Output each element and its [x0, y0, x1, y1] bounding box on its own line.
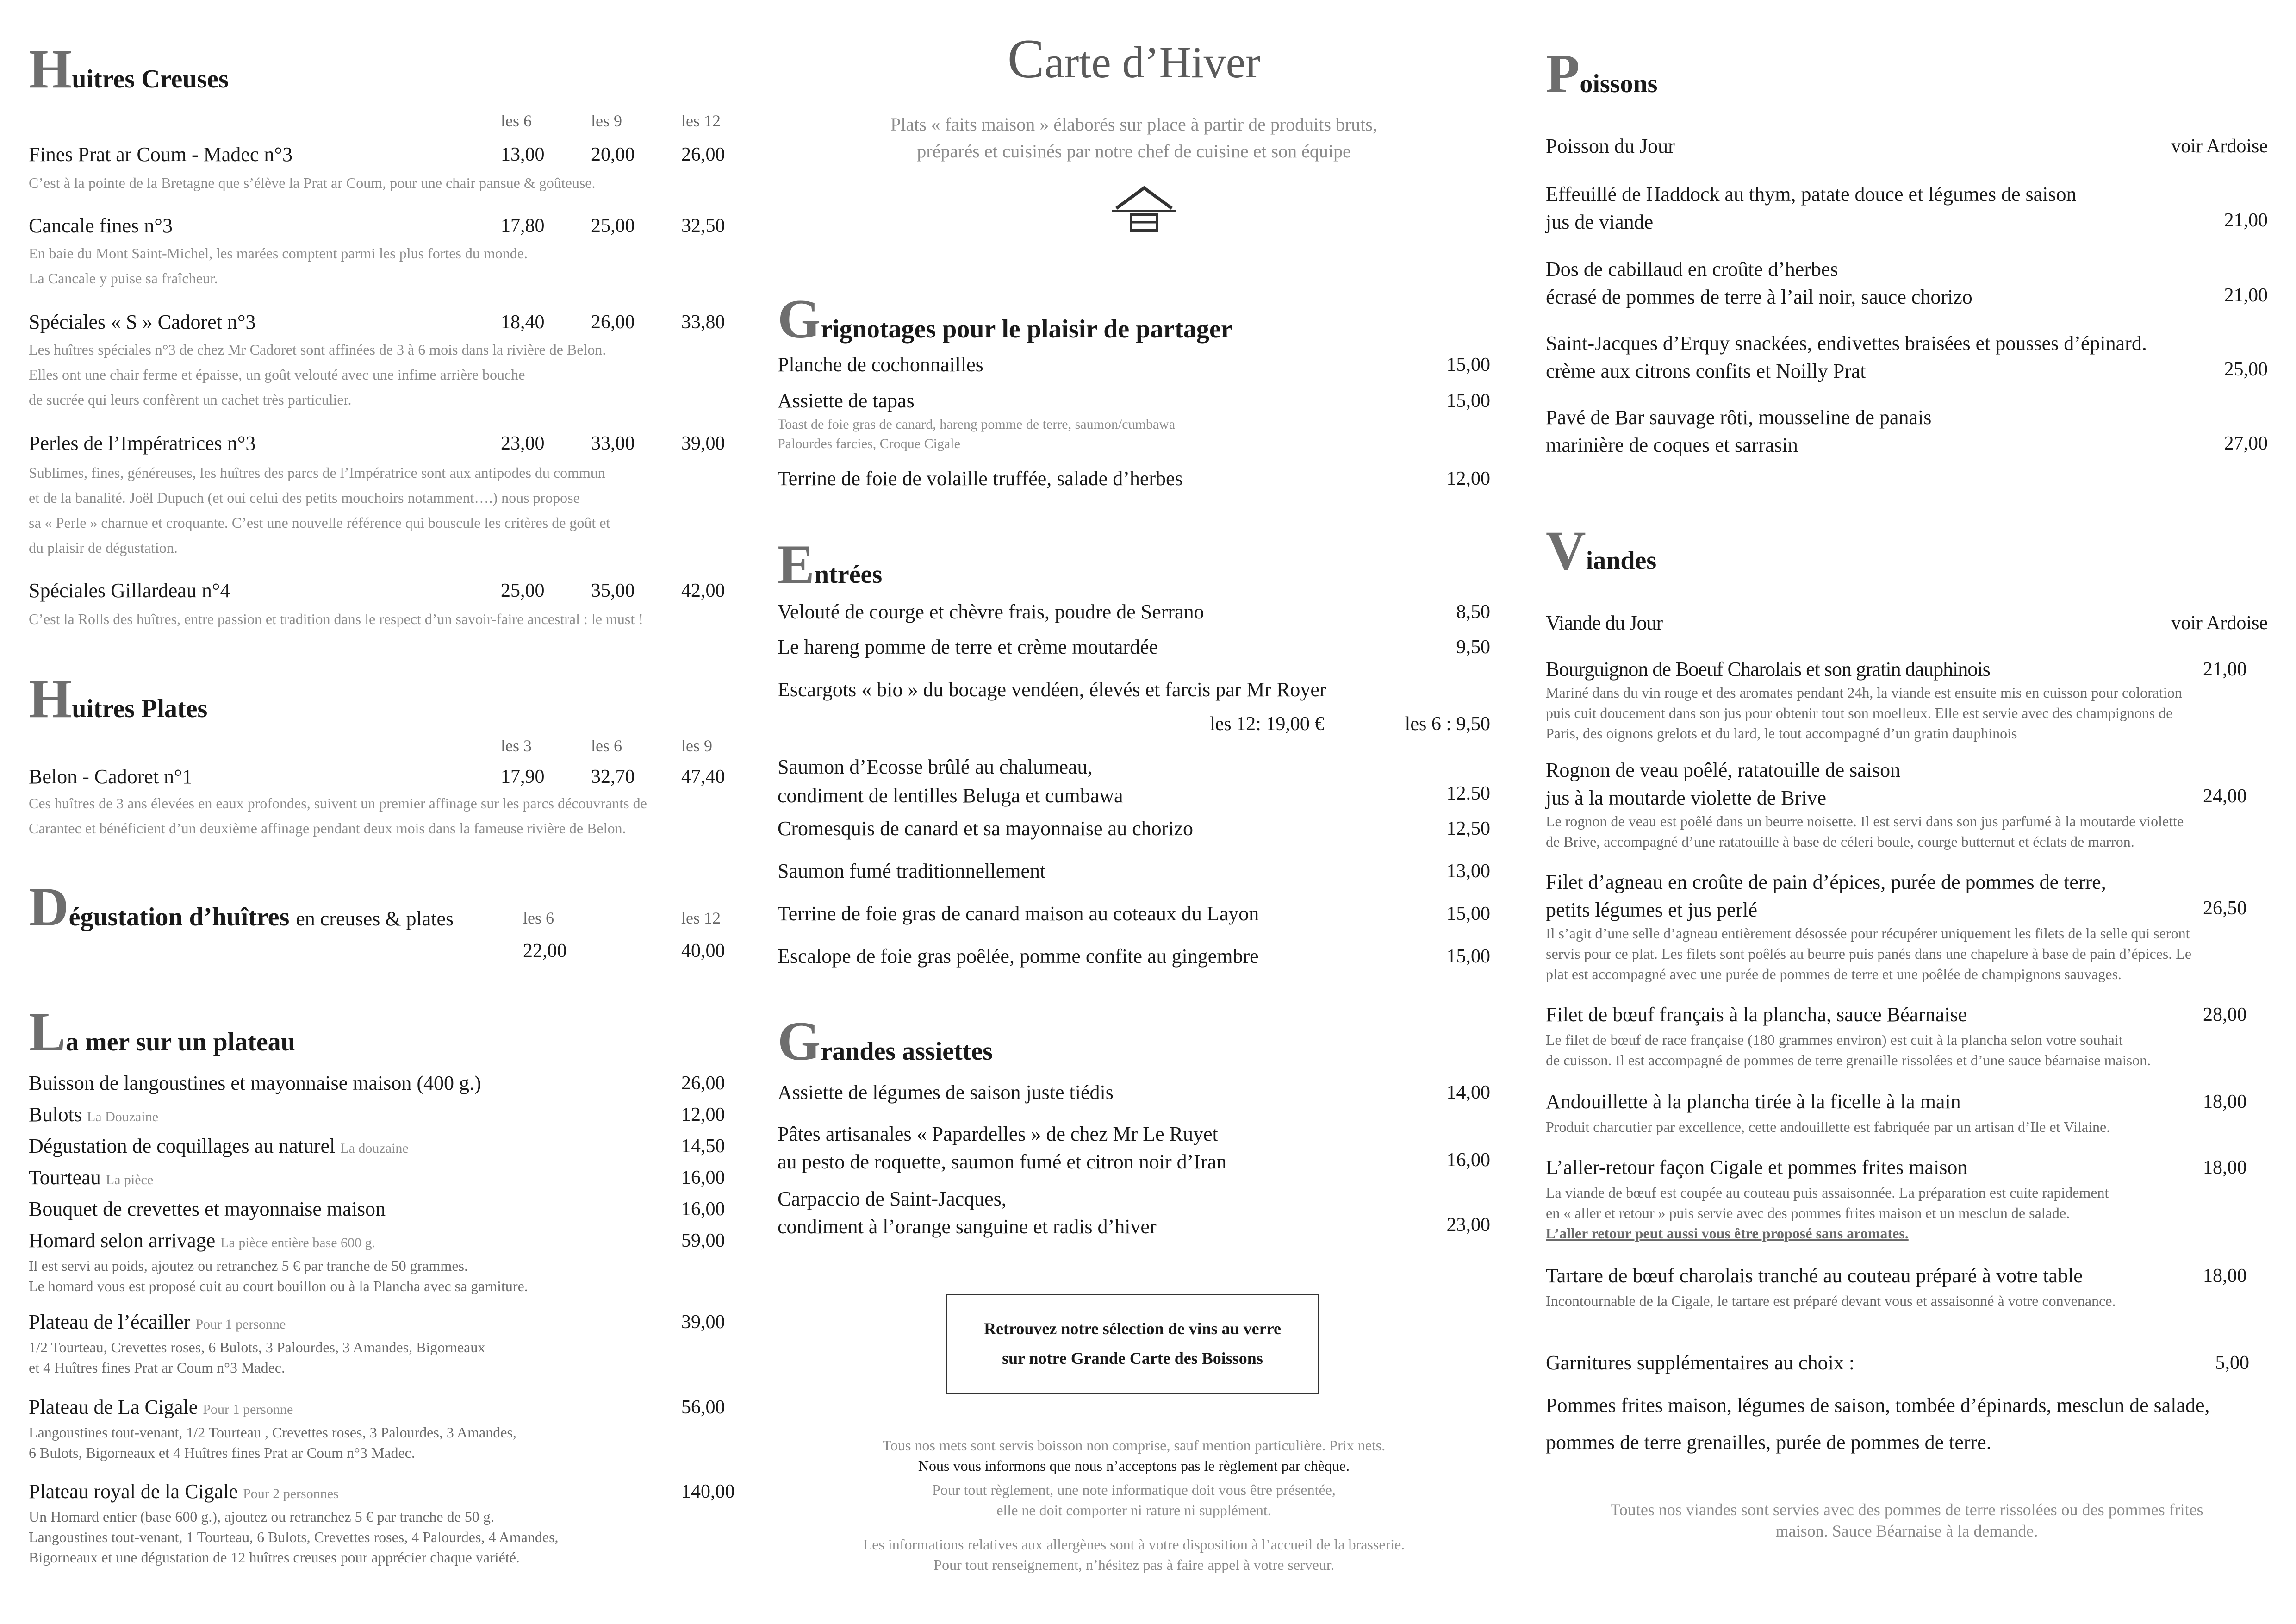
menu-item: Terrine de foie de volaille truffée, salade d’herbes	[778, 467, 1183, 490]
oyster-description: En baie du Mont Saint-Michel, les marées comptent parmi les plus fortes du monde. La Cancale y puise sa fraîcheur.	[29, 245, 528, 287]
price-6: 22,00	[523, 940, 567, 962]
plateau-item: Buisson de langoustines et mayonnaise maison (400 g.)	[29, 1072, 481, 1094]
item-price: 16,00	[681, 1199, 725, 1220]
price-6: 25,00	[501, 580, 545, 601]
oyster-description: Ces huîtres de 3 ans élevées en eaux profondes, suivent un premier affinage sur les parcs découvrants de Carantec et bénéficient d’un deuxième affinage pendant deux mois dans la fameuse rivière de Belon.	[29, 795, 647, 837]
item-price: 16,00	[1446, 1149, 1490, 1171]
menu-item: Rognon de veau poêlé, ratatouille de saison jus à la moutarde violette de Brive	[1546, 759, 1901, 809]
section-title-degustation: Dégustation d’huîtres en creuses & plates	[29, 876, 454, 937]
item-price: 8,50	[1456, 601, 1490, 623]
price-6: 13,00	[501, 144, 545, 165]
price-6: 18,40	[501, 312, 545, 333]
plateau-item: Bulots La Douzaine	[29, 1103, 159, 1126]
item-price: 26,50	[2203, 898, 2247, 919]
garnitures-price: 5,00	[2215, 1352, 2249, 1374]
oyster-name: Cancale fines n°3	[29, 214, 173, 237]
item-price: 15,00	[1446, 390, 1490, 412]
col-header-3: les 9	[681, 737, 712, 755]
col-header-2: les 9	[591, 112, 622, 130]
item-price: 21,00	[2224, 285, 2268, 306]
section-title-huitres-creuses: Huitres Creuses	[29, 38, 229, 100]
plateau-item: Bouquet de crevettes et mayonnaise maison	[29, 1198, 386, 1220]
menu-item: Saint-Jacques d’Erquy snackées, endivettes braisées et pousses d’épinard. crème aux citrons confits et Noilly Prat	[1546, 332, 2147, 382]
col-header-2: les 6	[591, 737, 622, 755]
menu-item: Pâtes artisanales « Papardelles » de chez Mr Le Ruyet au pesto de roquette, saumon fumé et citron noir d’Iran	[778, 1123, 1227, 1173]
menu-item: Velouté de courge et chèvre frais, poudre de Serrano	[778, 600, 1204, 623]
plateau-item: Dégustation de coquillages au naturel La douzaine	[29, 1135, 409, 1157]
item-price: 56,00	[681, 1397, 725, 1418]
price-9: 25,00	[591, 215, 635, 237]
menu-item: Filet d’agneau en croûte de pain d’épices, purée de pommes de terre, petits légumes et jus perlé	[1546, 871, 2106, 921]
garnitures-list: Pommes frites maison, légumes de saison, tombée d’épinards, mesclun de salade, pommes de terre grenailles, purée de pommes de terre.	[1546, 1394, 2210, 1454]
price-12: 26,00	[681, 144, 725, 165]
item-description: La viande de bœuf est coupée au couteau puis assaisonnée. La préparation est cuite rapidement en « aller et retour » puis servie avec des pommes frites maison et un mesclun de salade. L’aller retour peut aussi vous être proposé sans aromates.	[1546, 1182, 2268, 1243]
item-price: 15,00	[1446, 946, 1490, 967]
item-price: 15,00	[1446, 354, 1490, 375]
homard-description: Il est servi au poids, ajoutez ou retranchez 5 € par tranche de 50 grammes. Le homard vous est proposé cuit au court bouillon ou à la Plancha avec sa garniture.	[29, 1257, 528, 1294]
price-12: 32,50	[681, 215, 725, 237]
price-12: 39,00	[681, 433, 725, 454]
menu-item: Pavé de Bar sauvage rôti, mousseline de panais marinière de coques et sarrasin	[1546, 406, 1932, 456]
fait-maison-house-icon	[1112, 184, 1176, 237]
menu-item: Viande du Jour	[1546, 612, 1663, 634]
item-price: 18,00	[2203, 1157, 2247, 1178]
oyster-name: Fines Prat ar Coum - Madec n°3	[29, 143, 292, 166]
item-price: 13,00	[1446, 861, 1490, 882]
price-9: 35,00	[591, 580, 635, 601]
col-header-2: les 12	[681, 909, 721, 927]
item-price: 12,00	[1446, 468, 1490, 489]
item-price-12: les 12: 19,00 €	[1210, 713, 1325, 735]
footer-notes: Tous nos mets sont servis boisson non comprise, sauf mention particulière. Prix nets. Nous vous informons que nous n’acceptons pas le règlement par chèque. Pour tout règlement, une note informatique doit vous être présentée, elle ne doit comporter ni rature ni supplément. Les informations relatives aux allergènes sont à votre disposition à l’accueil de la brasserie. Pour tout renseignement, n’hésitez pas à faire appel à votre serveur.	[863, 1437, 1405, 1573]
oyster-name: Spéciales Gillardeau n°4	[29, 579, 230, 602]
oyster-description: C’est à la pointe de la Bretagne que s’élève la Prat ar Coum, pour une chair pansue & goûteuse.	[29, 175, 596, 191]
plateau-description: Un Homard entier (base 600 g.), ajoutez ou retranchez 5 € par tranche de 50 g. Langoustines tout-venant, 1 Tourteau, 6 Bulots, Crevettes roses, 4 Palourdes, 4 Amandes, Bigorneaux et une dégustation de 12 huîtres creuses pour apprécier chaque variété.	[29, 1508, 559, 1566]
plateau-item: Plateau de l’écailler Pour 1 personne	[29, 1311, 286, 1333]
oyster-name: Belon - Cadoret n°1	[29, 765, 193, 788]
section-title-poissons: Poissons	[1546, 43, 1658, 104]
price-9: 20,00	[591, 144, 635, 165]
item-price: 16,00	[681, 1167, 725, 1188]
item-description: Incontournable de la Cigale, le tartare est préparé devant vous et assaisonné à votre convenance.	[1546, 1293, 2116, 1309]
item-price: 27,00	[2224, 433, 2268, 454]
item-price: 21,00	[2203, 659, 2247, 680]
price-6: 23,00	[501, 433, 545, 454]
plateau-description: Langoustines tout-venant, 1/2 Tourteau , Crevettes roses, 3 Palourdes, 3 Amandes, 6 Bulots, Bigorneaux et 4 Huîtres fines Prat ar Coum n°3 Madec.	[29, 1424, 516, 1461]
menu-item: Escargots « bio » du bocage vendéen, élevés et farcis par Mr Royer	[778, 678, 1326, 701]
menu-item: Tartare de bœuf charolais tranché au couteau préparé à votre table	[1546, 1264, 2083, 1287]
item-price: 12,00	[681, 1104, 725, 1125]
price-6: 32,70	[591, 766, 635, 787]
menu-item: Le hareng pomme de terre et crème moutardée	[778, 636, 1158, 658]
oyster-name: Perles de l’Impératrices n°3	[29, 432, 256, 455]
item-price: 15,00	[1446, 903, 1490, 924]
item-price: voir Ardoise	[2171, 612, 2268, 634]
menu-item: Cromesquis de canard et sa mayonnaise au chorizo	[778, 817, 1194, 840]
item-price-6: les 6 : 9,50	[1405, 713, 1490, 735]
item-price: 23,00	[1446, 1214, 1490, 1236]
plateau-description: 1/2 Tourteau, Crevettes roses, 6 Bulots, 3 Palourdes, 3 Amandes, Bigorneaux et 4 Huîtres fines Prat ar Coum n°3 Madec.	[29, 1339, 485, 1376]
col-header-1: les 6	[501, 112, 532, 130]
col-header-1: les 6	[523, 909, 554, 927]
menu-item: Effeuillé de Haddock au thym, patate douce et légumes de saison jus de viande	[1546, 183, 2077, 233]
section-title-grignotages: Grignotages pour le plaisir de partager	[778, 288, 1232, 350]
oyster-description: Les huîtres spéciales n°3 de chez Mr Cadoret sont affinées de 3 à 6 mois dans la rivière de Belon. Elles ont une chair ferme et épaisse, un goût velouté avec une infime arrière bouche de sucrée qui leurs confèrent un cachet très particulier.	[29, 341, 606, 408]
col-header-1: les 3	[501, 737, 532, 755]
item-price: 18,00	[2203, 1091, 2247, 1112]
oyster-description: Sublimes, fines, généreuses, les huîtres des parcs de l’Impératrice sont aux antipodes du commun et de la banalité. Joël Dupuch (et oui celui des petits mouchoirs notamment….) nous propose sa « Perle » charnue et croquante. C’est une nouvelle référence qui bouscule les critères de goût et du plaisir de dégustation.	[29, 464, 610, 556]
menu-item: L’aller-retour façon Cigale et pommes frites maison	[1546, 1156, 1968, 1179]
section-title-entrees: Entrées	[778, 533, 883, 595]
section-title-huitres-plates: Huitres Plates	[29, 668, 208, 729]
item-price: 140,00	[681, 1481, 735, 1502]
item-price: 14,50	[681, 1136, 725, 1157]
menu-item: Filet de bœuf français à la plancha, sauce Béarnaise	[1546, 1003, 1967, 1026]
plateau-item: Plateau de La Cigale Pour 1 personne	[29, 1396, 293, 1418]
item-price: 18,00	[2203, 1265, 2247, 1287]
item-description: Le filet de bœuf de race française (180 grammes environ) est cuit à la plancha selon votre souhait de cuisson. Il est accompagné de pommes de terre grenaille rissolées et d’une sauce béarnaise maison.	[1546, 1031, 2151, 1068]
item-description: Le rognon de veau est poêlé dans un beurre noisette. Il est servi dans son jus parfumé à la moutarde violette de Brive, accompagné d’une ratatouille à base de céleri boule, courge butternut et éclats de marron.	[1546, 813, 2184, 850]
item-price: 26,00	[681, 1073, 725, 1094]
section-title-viandes: Viandes	[1546, 519, 1657, 581]
menu-item: Carpaccio de Saint-Jacques, condiment à l’orange sanguine et radis d’hiver	[778, 1187, 1157, 1238]
price-3: 17,90	[501, 766, 545, 787]
item-price: 21,00	[2224, 210, 2268, 231]
page-title: Carte d’Hiver	[1007, 28, 1261, 89]
section-title-plateau: La mer sur un plateau	[29, 1001, 295, 1062]
price-12: 33,80	[681, 312, 725, 333]
menu-item: Terrine de foie gras de canard maison au coteaux du Layon	[778, 902, 1259, 925]
menu-item: Planche de cochonnailles	[778, 353, 983, 376]
item-price: 25,00	[2224, 359, 2268, 380]
item-price: 9,50	[1456, 637, 1490, 658]
price-9: 33,00	[591, 433, 635, 454]
item-price: 14,00	[1446, 1082, 1490, 1103]
menu-item: Bourguignon de Boeuf Charolais et son gratin dauphinois	[1546, 658, 1990, 681]
menu-item: Assiette de légumes de saison juste tiédis	[778, 1081, 1114, 1104]
menu-item: Assiette de tapas	[778, 389, 915, 412]
page-subtitle: Plats « faits maison » élaborés sur place à partir de produits bruts, préparés et cuisinés par notre chef de cuisine et son équipe	[890, 114, 1377, 162]
plateau-item: Plateau royal de la Cigale Pour 2 personnes	[29, 1480, 339, 1503]
menu-item: Poisson du Jour	[1546, 135, 1675, 157]
viandes-footer: Toutes nos viandes sont servies avec des pommes de terre rissolées ou des pommes frites maison. Sauce Béarnaise à la demande.	[1610, 1500, 2203, 1540]
item-description: Il s’agit d’une selle d’agneau entièrement désossée pour récupérer uniquement les filets de la selle qui seront servis pour ce plat. Les filets sont poêlés au beurre puis panés dans une chapelure à base de pain d’épices. Le plat est accompagné avec une purée de pommes de terre et une poêlée de champignons sauvages.	[1546, 925, 2192, 982]
menu-item: Dos de cabillaud en croûte d’herbes écrasé de pommes de terre à l’ail noir, sauce chorizo	[1546, 258, 1972, 308]
item-description: Produit charcutier par excellence, cette andouillette est fabriquée par un artisan d’Ile et Vilaine.	[1546, 1118, 2110, 1135]
item-note: L’aller retour peut aussi vous être proposé sans aromates.	[1546, 1225, 1909, 1242]
price-9: 26,00	[591, 312, 635, 333]
menu-item: Andouillette à la plancha tirée à la ficelle à la main	[1546, 1090, 1961, 1113]
plateau-item: Tourteau La pièce	[29, 1166, 154, 1189]
menu-item: Saumon fumé traditionnellement	[778, 860, 1046, 882]
item-price: 28,00	[2203, 1004, 2247, 1025]
item-price: voir Ardoise	[2171, 136, 2268, 157]
item-price: 12,50	[1446, 818, 1490, 839]
section-title-grandes-assiettes: Grandes assiettes	[778, 1010, 993, 1072]
price-9: 47,40	[681, 766, 725, 787]
item-price: 39,00	[681, 1312, 725, 1333]
price-12: 42,00	[681, 580, 725, 601]
menu-item: Saumon d’Ecosse brûlé au chalumeau, condiment de lentilles Beluga et cumbawa	[778, 756, 1123, 807]
item-description: Toast de foie gras de canard, hareng pomme de terre, saumon/cumbawa Palourdes farcies, Croque Cigale	[778, 417, 1176, 451]
oyster-name: Spéciales « S » Cadoret n°3	[29, 311, 256, 333]
item-description: Mariné dans du vin rouge et des aromates pendant 24h, la viande est ensuite mis en cuisson pour coloration puis cuit doucement dans son jus pour obtenir tout son moelleux. Elle est servie avec des champignons de Paris, des oignons grelots et du lard, le tout accompagné d’un gratin dauphinois	[1546, 684, 2182, 742]
menu-item: Escalope de foie gras poêlée, pomme confite au gingembre	[778, 945, 1259, 968]
price-6: 17,80	[501, 215, 545, 237]
garnitures-title: Garnitures supplémentaires au choix :	[1546, 1351, 1855, 1374]
plateau-item: Homard selon arrivage La pièce entière base 600 g.	[29, 1229, 376, 1252]
wine-list-box: Retrouvez notre sélection de vins au verre sur notre Grande Carte des Boissons	[946, 1294, 1319, 1394]
price-12: 40,00	[681, 940, 725, 962]
col-header-3: les 12	[681, 112, 721, 130]
item-price: 24,00	[2203, 786, 2247, 807]
item-price: 12.50	[1446, 783, 1490, 804]
oyster-description: C’est la Rolls des huîtres, entre passion et tradition dans le respect d’un savoir-faire ancestral : le must !	[29, 611, 643, 627]
item-price: 59,00	[681, 1230, 725, 1251]
